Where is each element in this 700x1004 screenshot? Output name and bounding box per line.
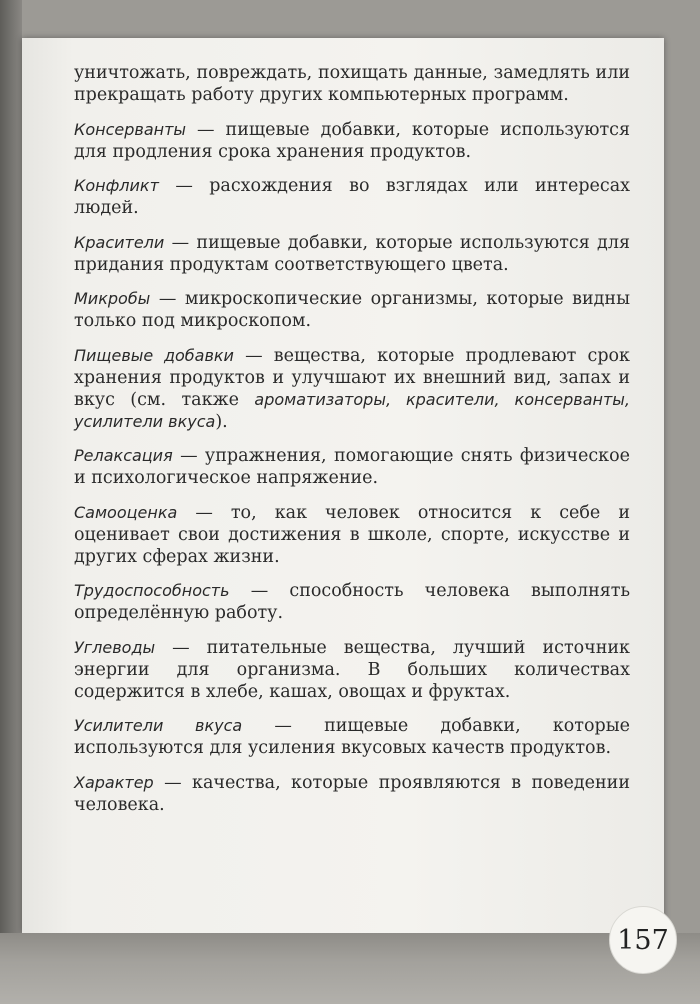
glossary-entry: [74, 772, 630, 816]
entry-definition: — то, как человек относится к себе и оценивает свои достижения в школе, спорте, искусстве и других сферах жизни.: [74, 502, 630, 567]
entry-definition: — вещества, которые продлевают срок хранения продуктов и улучшают их внешний вид, запах и вкус (см. также: [74, 345, 630, 410]
entry-definition: — упражнения, помогающие снять физическое и психологическое напряжение.: [74, 446, 630, 488]
entry-term: Пищевые добавки: [74, 345, 234, 365]
entry-term: Консерванты: [74, 119, 187, 139]
glossary-entry: [74, 119, 630, 163]
entry-term: Усилители вкуса: [74, 716, 243, 735]
glossary-entry: [74, 288, 630, 332]
glossary-entry: [74, 502, 630, 568]
page-number-badge: [609, 906, 677, 974]
glossary-entry: [74, 715, 630, 759]
glossary-entry: [74, 580, 630, 624]
glossary-entry: [74, 345, 630, 433]
entry-term: Конфликт: [74, 176, 159, 195]
entry-definition: — пищевые добавки, которые используются для продления срока хранения продуктов.: [74, 119, 630, 162]
entry-definition: — пищевые добавки, которые используются для придания продуктам соответствующего цвета.: [74, 232, 630, 275]
entry-definition: — питательные вещества, лучший источник энергии для организма. В больших количествах содержится в хлебе, кашах, овощах и фруктах.: [74, 637, 630, 702]
book-spine-shadow: [0, 0, 22, 1004]
entry-term: Углеводы: [74, 637, 156, 657]
entry-definition: — расхождения во взглядах или интересах людей.: [74, 176, 630, 218]
glossary-list: [74, 62, 630, 828]
entry-definition: — способность человека выполнять определённую работу.: [74, 581, 630, 623]
glossary-entry: [74, 445, 630, 489]
entry-term: Релаксация: [74, 446, 173, 465]
glossary-entry: [74, 232, 630, 276]
glossary-entry: [74, 637, 630, 703]
entry-definition: — качества, которые проявляются в поведении человека.: [74, 772, 630, 815]
entry-term: Характер: [74, 772, 154, 792]
entry-definition: — пищевые добавки, которые используются для усиления вкусовых качеств продуктов.: [74, 716, 631, 758]
entry-term: Трудоспособность: [74, 581, 230, 600]
page-number: 157: [617, 924, 669, 956]
entry-term: Самооценка: [74, 502, 178, 522]
glossary-entry-continuation: [74, 62, 630, 106]
glossary-entry: [74, 175, 630, 219]
entry-definition: — микроскопические организмы, которые видны только под микроскопом.: [74, 289, 630, 331]
entry-term: Микробы: [74, 289, 151, 308]
page-bottom-shadow: [0, 933, 700, 1004]
entry-term: Красители: [74, 232, 165, 252]
entry-definition-tail: ).: [215, 411, 228, 432]
entry-definition: уничтожать, повреждать, похищать данные, замедлять или прекращать работу других компьютерных программ.: [74, 63, 630, 105]
entry-cross-reference: ароматизаторы, красители, консерванты, усилители вкуса: [74, 389, 631, 431]
